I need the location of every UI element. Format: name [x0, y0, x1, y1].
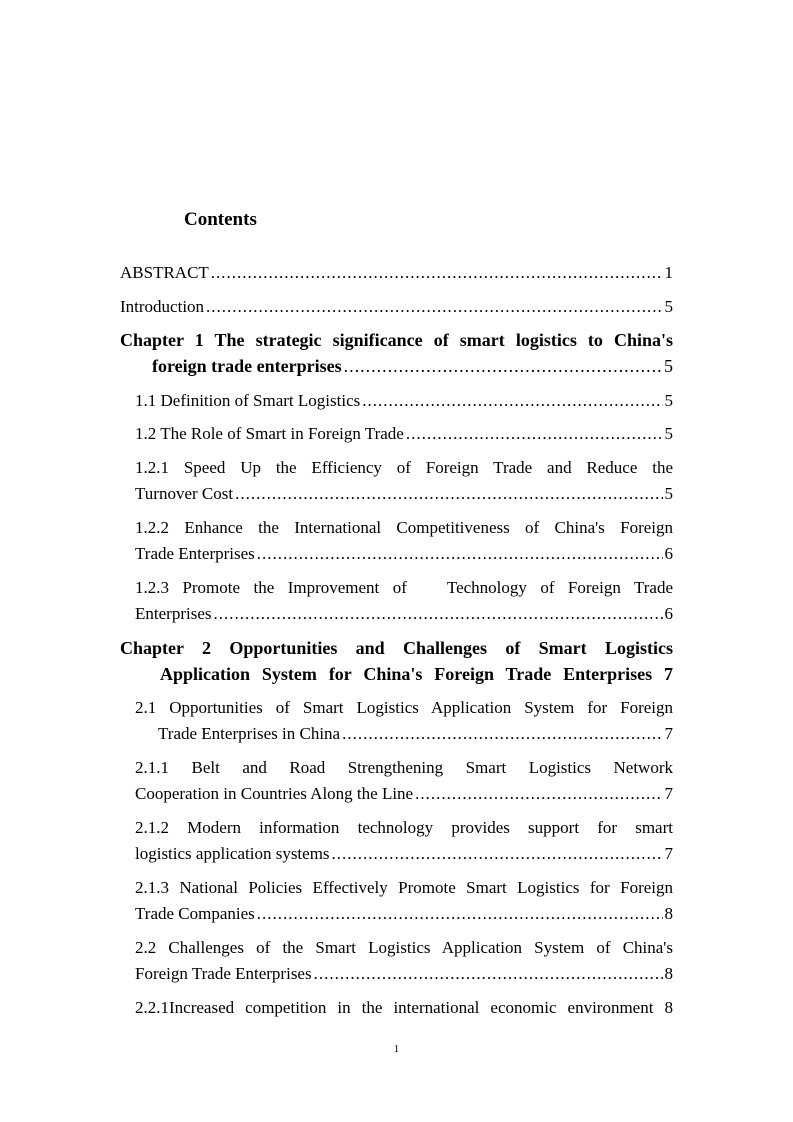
dot-leader — [342, 721, 662, 747]
toc-entry-label-line1: 2.1 Opportunities of Smart Logistics Application System for Foreign — [135, 698, 673, 717]
toc-entry-page: 5 — [664, 356, 673, 376]
toc-entry-page: 5 — [664, 484, 673, 503]
toc-entry-1-2-2[interactable] — [120, 515, 673, 567]
toc-entry-label-line1: 1.2.1 Speed Up the Efficiency of Foreign Trade and Reduce the — [135, 458, 673, 477]
dot-leader — [213, 601, 662, 627]
toc-entry-page: 6 — [664, 544, 673, 563]
toc-entry-page: 1 — [664, 263, 673, 282]
toc-entry-label-line2: logistics application systems — [135, 844, 330, 863]
toc-entry-abstract[interactable] — [120, 260, 673, 286]
toc-entry-label-line1: 2.1.2 Modern information technology provides support for smart — [135, 818, 673, 837]
toc-entry-label-line1: 2.1.1 Belt and Road Strengthening Smart Logistics Network — [135, 758, 673, 777]
page-title: Contents — [184, 209, 257, 230]
toc-entry-page: 5 — [664, 424, 673, 443]
toc-entry-1-2[interactable] — [120, 421, 673, 447]
toc-entry-label-line1: Chapter 1 The strategic significance of smart logistics to China's — [120, 330, 673, 350]
toc-entry-label: 1.1 Definition of Smart Logistics — [135, 391, 361, 410]
dot-leader — [332, 841, 663, 867]
toc-entry-page: 7 — [664, 784, 673, 803]
toc-entry-2-1-3[interactable] — [120, 875, 673, 927]
toc-entry-label-line2: Trade Companies — [135, 904, 255, 923]
toc-entry-page: 7 — [664, 724, 673, 743]
toc-entry-label-line2: Trade Enterprises — [135, 544, 255, 563]
toc-entry-label-line1: 1.2.2 Enhance the International Competitiveness of China's Foreign — [135, 518, 673, 537]
dot-leader — [344, 353, 662, 379]
dot-leader — [406, 421, 663, 447]
dot-leader — [211, 260, 663, 286]
toc-entry-1-1[interactable] — [120, 388, 673, 414]
toc-entry-1-2-3[interactable] — [120, 575, 673, 627]
toc-entry-2-2[interactable] — [120, 935, 673, 987]
toc-entry-label-line2: foreign trade enterprises — [152, 356, 342, 376]
toc-entry-label-line2: Turnover Cost — [135, 484, 234, 503]
toc-entry-label-line1: Chapter 2 Opportunities and Challenges of Smart Logistics — [120, 638, 673, 658]
toc-entry-chapter-2[interactable] — [120, 635, 673, 687]
toc-entry-page: 7 — [664, 844, 673, 863]
toc-entry-page: 8 — [664, 904, 673, 923]
toc-entry-label-line1: 2.2.1Increased competition in the international economic environment 8 — [135, 998, 673, 1017]
toc-entry-label: 1.2 The Role of Smart in Foreign Trade — [135, 424, 404, 443]
toc-entry-label-line1: 2.2 Challenges of the Smart Logistics Application System of China's — [135, 938, 673, 957]
toc-entry-2-2-1[interactable] — [120, 995, 673, 1021]
dot-leader — [257, 901, 663, 927]
toc-entry-1-2-1[interactable] — [120, 455, 673, 507]
toc-entry-label-line2: Trade Enterprises in China — [158, 724, 341, 743]
toc-entry-label-line1: 2.1.3 National Policies Effectively Promote Smart Logistics for Foreign — [135, 878, 673, 897]
toc-entry-label: ABSTRACT — [120, 263, 209, 282]
toc-entry-introduction[interactable] — [120, 294, 673, 320]
toc-entry-2-1[interactable] — [120, 695, 673, 747]
toc-entry-label-line2: Application System for China's Foreign Trade Enterprises 7 — [160, 664, 673, 684]
toc-entry-label-line2: Cooperation in Countries Along the Line — [135, 784, 414, 803]
dot-leader — [235, 481, 662, 507]
toc-entry-chapter-1[interactable] — [120, 327, 673, 379]
toc-entry-page: 8 — [664, 964, 673, 983]
toc-entry-2-1-1[interactable] — [120, 755, 673, 807]
dot-leader — [314, 961, 663, 987]
toc-entry-page: 6 — [664, 604, 673, 623]
toc-entry-label-line2: Foreign Trade Enterprises — [135, 964, 312, 983]
dot-leader — [206, 294, 662, 320]
page-number: 1 — [393, 1043, 400, 1055]
dot-leader — [415, 781, 662, 807]
toc-entry-label-line2: Enterprises — [135, 604, 212, 623]
toc-entry-page: 5 — [664, 297, 673, 316]
dot-leader — [362, 388, 662, 414]
dot-leader — [257, 541, 663, 567]
toc-entry-label: Introduction — [120, 297, 205, 316]
toc-entry-page: 5 — [664, 391, 673, 410]
toc-entry-2-1-2[interactable] — [120, 815, 673, 867]
toc-entry-label-line1: 1.2.3 Promote the Improvement of Technology of Foreign Trade — [135, 578, 673, 597]
